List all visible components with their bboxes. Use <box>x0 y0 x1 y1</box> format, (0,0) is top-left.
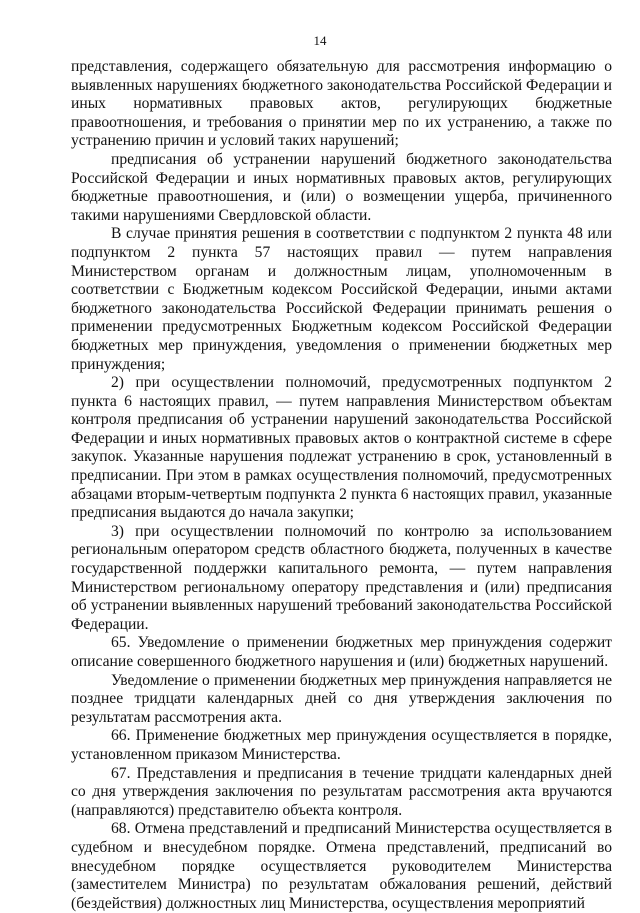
paragraph-notification-deadline: Уведомление о применении бюджетных мер принуждения направляется не позднее тридцати календарных дней со дня утверждения заключения по результатам рассмотрения акта. <box>71 671 612 726</box>
paragraph-section-68: 68. Отмена представлений и предписаний Министерства осуществляется в судебном и внесудебном порядке. Отмена представлений, предписаний во внесудебном порядке осуществляется руководителем Министерства (заместителем Министра) по результатам обжалования решений, действий (бездействия) должностных лиц Министерства, осуществления мероприятий <box>71 820 612 912</box>
paragraph-order-description: предписания об устранении нарушений бюджетного законодательства Российской Федерации и иных нормативных правовых актов, регулирующих бюджетные правоотношения, и (или) о возмещении ущерба, причиненного такими нарушениями Свердловской области. <box>71 150 612 224</box>
paragraph-decision-case: В случае принятия решения в соответствии с подпунктом 2 пункта 48 или подпунктом 2 пункта 57 настоящих правил — путем направления Министерством органам и должностным лицам, уполномоченным в соответствии с Бюджетным кодексом Российской Федерации, иными актами бюджетного законодательства Российской Федерации принимать решения о применении предусмотренных Бюджетным кодексом Российской Федерации бюджетных мер принуждения, уведомления о применении бюджетных мер принуждения; <box>71 225 612 373</box>
document-body <box>71 58 612 913</box>
paragraph-item-3: 3) при осуществлении полномочий по контролю за использованием региональным оператором средств областного бюджета, полученных в качестве государственной поддержки капитального ремонта, — путем направления Министерством региональному оператору представления и (или) предписания об устранении выявленных нарушений требований законодательства Российской Федерации. <box>71 522 612 633</box>
paragraph-section-67: 67. Представления и предписания в течение тридцати календарных дней со дня утверждения заключения по результатам рассмотрения акта вручаются (направляются) представителю объекта контроля. <box>71 764 612 819</box>
paragraph-representation-continued: представления, содержащего обязательную для рассмотрения информацию о выявленных нарушениях бюджетного законодательства Российской Федерации и иных нормативных правовых актов, регулирующих бюджетные правоотношения, и требования о принятии мер по их устранению, а также по устранению причин и условий таких нарушений; <box>71 58 612 150</box>
paragraph-section-66: 66. Применение бюджетных мер принуждения осуществляется в порядке, установленном приказом Министерства. <box>71 727 612 763</box>
paragraph-section-65: 65. Уведомление о применении бюджетных мер принуждения содержит описание совершенного бюджетного нарушения и (или) бюджетных нарушений. <box>71 634 612 670</box>
paragraph-item-2: 2) при осуществлении полномочий, предусмотренных подпунктом 2 пункта 6 настоящих правил, — путем направления Министерством объектам контроля предписания об устранении нарушений законодательства Российской Федерации и иных нормативных правовых актов о контрактной системе в сфере закупок. Указанные нарушения подлежат устранению в срок, установленный в предписании. При этом в рамках осуществления полномочий, предусмотренных абзацами вторым-четвертым подпункта 2 пункта 6 настоящих правил, указанные предписания выдаются до начала закупки; <box>71 374 612 522</box>
page-number: 14 <box>313 33 327 48</box>
